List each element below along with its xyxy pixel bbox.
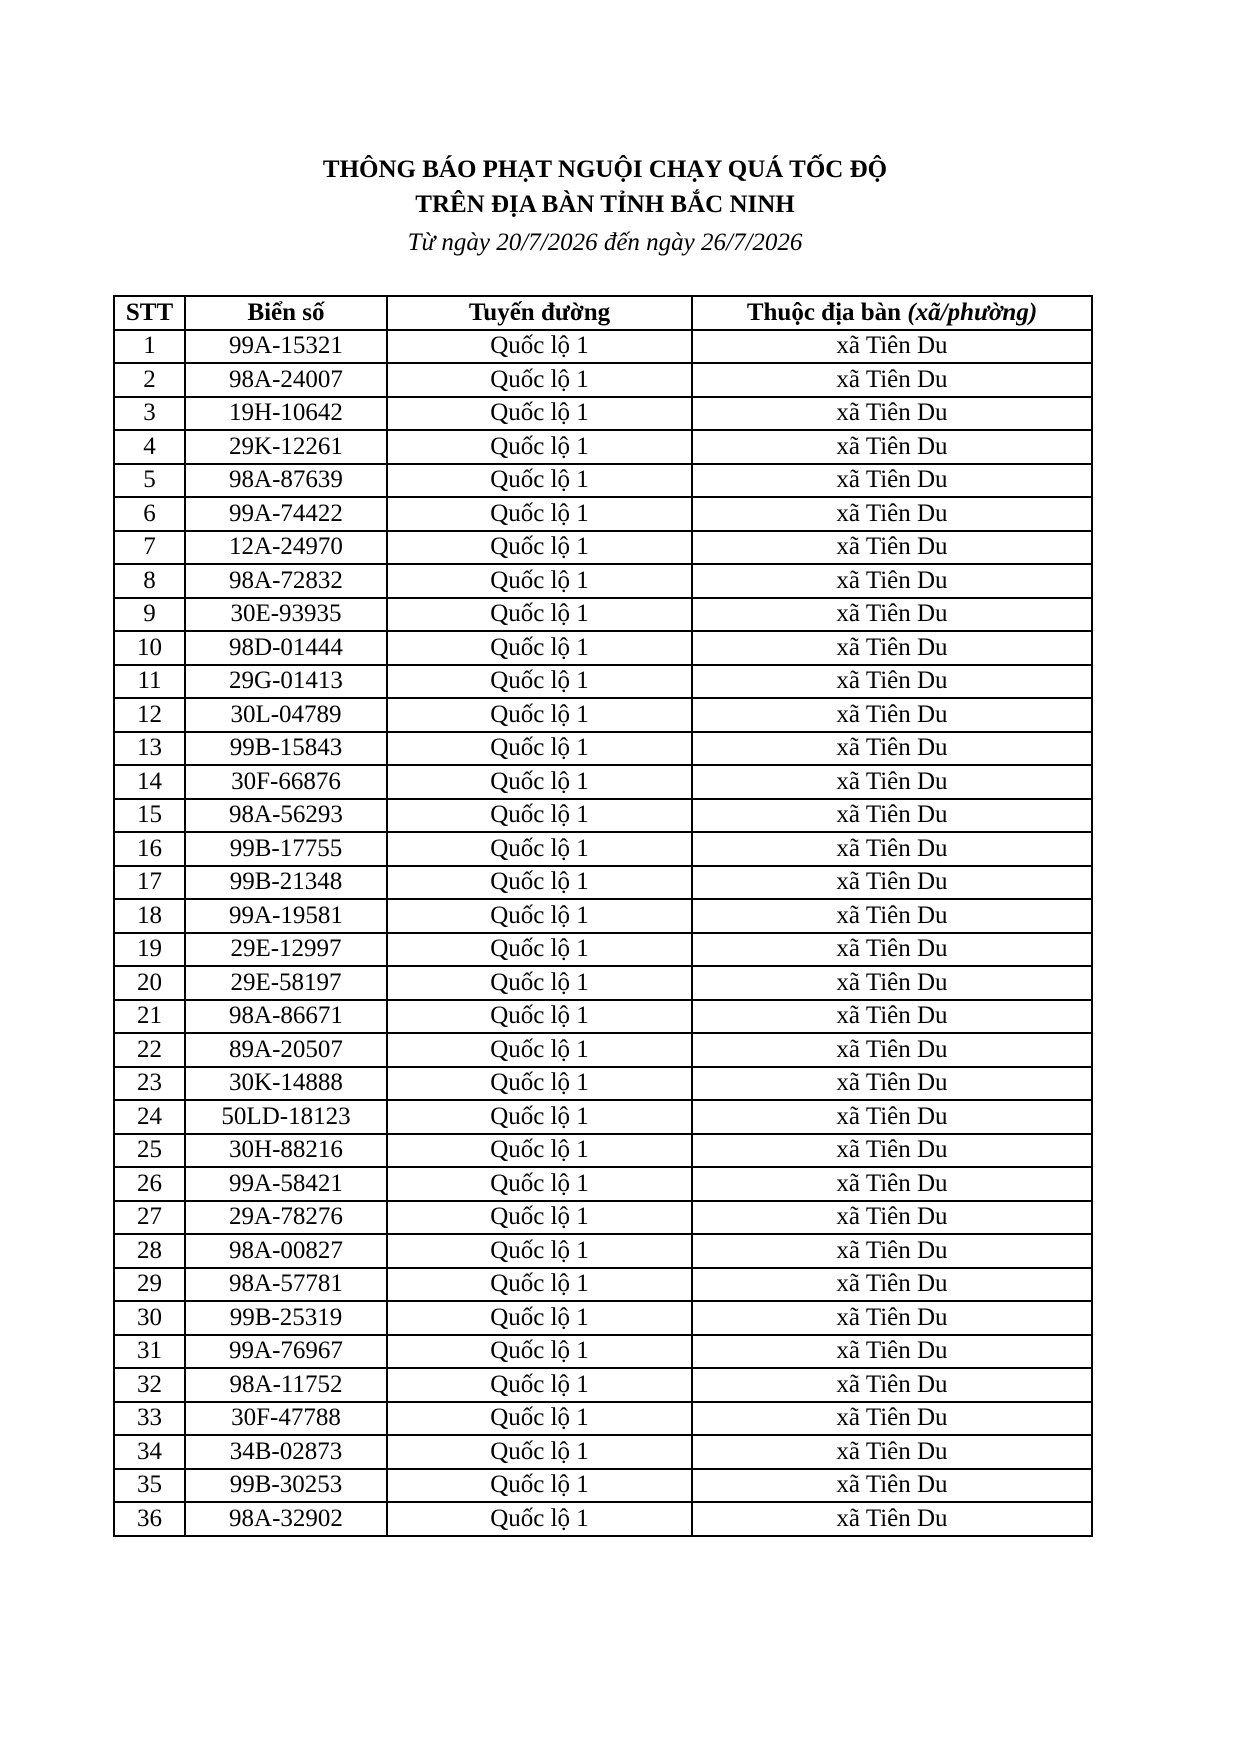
header-stt: STT (114, 296, 185, 330)
cell-road: Quốc lộ 1 (387, 1402, 692, 1436)
cell-plate: 12A-24970 (185, 531, 387, 565)
cell-road: Quốc lộ 1 (387, 598, 692, 632)
cell-stt: 17 (114, 866, 185, 900)
cell-stt: 16 (114, 832, 185, 866)
cell-area: xã Tiên Du (692, 732, 1092, 766)
cell-plate: 99A-19581 (185, 899, 387, 933)
cell-stt: 36 (114, 1502, 185, 1536)
cell-road: Quốc lộ 1 (387, 464, 692, 498)
cell-road: Quốc lộ 1 (387, 1201, 692, 1235)
table-row (114, 866, 1092, 900)
cell-plate: 29A-78276 (185, 1201, 387, 1235)
cell-area: xã Tiên Du (692, 1435, 1092, 1469)
cell-plate: 99A-58421 (185, 1167, 387, 1201)
cell-stt: 1 (114, 330, 185, 364)
cell-road: Quốc lộ 1 (387, 1234, 692, 1268)
cell-stt: 18 (114, 899, 185, 933)
table-row (114, 598, 1092, 632)
cell-plate: 30F-47788 (185, 1402, 387, 1436)
cell-stt: 3 (114, 397, 185, 431)
cell-road: Quốc lộ 1 (387, 363, 692, 397)
cell-plate: 99A-76967 (185, 1335, 387, 1369)
table-row (114, 799, 1092, 833)
cell-road: Quốc lộ 1 (387, 1435, 692, 1469)
cell-area: xã Tiên Du (692, 598, 1092, 632)
cell-stt: 6 (114, 497, 185, 531)
cell-area: xã Tiên Du (692, 1201, 1092, 1235)
cell-area: xã Tiên Du (692, 665, 1092, 699)
document-title-line-2: TRÊN ĐỊA BÀN TỈNH BẮC NINH (415, 191, 795, 218)
cell-plate: 98A-32902 (185, 1502, 387, 1536)
cell-plate: 19H-10642 (185, 397, 387, 431)
cell-plate: 30L-04789 (185, 698, 387, 732)
cell-road: Quốc lộ 1 (387, 1100, 692, 1134)
cell-stt: 21 (114, 1000, 185, 1034)
cell-stt: 15 (114, 799, 185, 833)
cell-area: xã Tiên Du (692, 1033, 1092, 1067)
table-row (114, 1201, 1092, 1235)
cell-area: xã Tiên Du (692, 1167, 1092, 1201)
cell-stt: 10 (114, 631, 185, 665)
cell-stt: 33 (114, 1402, 185, 1436)
table-row (114, 497, 1092, 531)
cell-road: Quốc lộ 1 (387, 1000, 692, 1034)
cell-plate: 30F-66876 (185, 765, 387, 799)
table-row (114, 732, 1092, 766)
cell-stt: 7 (114, 531, 185, 565)
cell-plate: 89A-20507 (185, 1033, 387, 1067)
cell-stt: 23 (114, 1067, 185, 1101)
cell-plate: 98A-57781 (185, 1268, 387, 1302)
cell-stt: 26 (114, 1167, 185, 1201)
header-road: Tuyến đường (387, 296, 692, 330)
cell-area: xã Tiên Du (692, 1301, 1092, 1335)
table-row (114, 1000, 1092, 1034)
cell-area: xã Tiên Du (692, 899, 1092, 933)
header-area (692, 296, 1092, 330)
cell-stt: 5 (114, 464, 185, 498)
cell-area: xã Tiên Du (692, 1335, 1092, 1369)
cell-road: Quốc lộ 1 (387, 765, 692, 799)
cell-plate: 30H-88216 (185, 1134, 387, 1168)
table-row (114, 765, 1092, 799)
table-row (114, 1402, 1092, 1436)
cell-road: Quốc lộ 1 (387, 832, 692, 866)
cell-stt: 34 (114, 1435, 185, 1469)
cell-road: Quốc lộ 1 (387, 397, 692, 431)
cell-plate: 98A-00827 (185, 1234, 387, 1268)
cell-plate: 34B-02873 (185, 1435, 387, 1469)
cell-stt: 4 (114, 430, 185, 464)
cell-stt: 29 (114, 1268, 185, 1302)
table-row (114, 1134, 1092, 1168)
cell-road: Quốc lộ 1 (387, 866, 692, 900)
cell-road: Quốc lộ 1 (387, 1033, 692, 1067)
document-title-line-1: THÔNG BÁO PHẠT NGUỘI CHẠY QUÁ TỐC ĐỘ (322, 156, 888, 183)
cell-stt: 35 (114, 1469, 185, 1503)
cell-plate: 98A-11752 (185, 1368, 387, 1402)
cell-road: Quốc lộ 1 (387, 1335, 692, 1369)
cell-area: xã Tiên Du (692, 966, 1092, 1000)
cell-plate: 29E-58197 (185, 966, 387, 1000)
table-row (114, 1100, 1092, 1134)
cell-area: xã Tiên Du (692, 1067, 1092, 1101)
cell-stt: 14 (114, 765, 185, 799)
table-row (114, 1368, 1092, 1402)
table-row (114, 1033, 1092, 1067)
document-date-range: Từ ngày 20/7/2026 đến ngày 26/7/2026 (407, 229, 803, 256)
cell-road: Quốc lộ 1 (387, 933, 692, 967)
cell-area: xã Tiên Du (692, 1134, 1092, 1168)
cell-road: Quốc lộ 1 (387, 1469, 692, 1503)
cell-area: xã Tiên Du (692, 832, 1092, 866)
cell-plate: 99A-15321 (185, 330, 387, 364)
cell-road: Quốc lộ 1 (387, 1134, 692, 1168)
cell-area: xã Tiên Du (692, 1234, 1092, 1268)
cell-area: xã Tiên Du (692, 464, 1092, 498)
cell-road: Quốc lộ 1 (387, 665, 692, 699)
cell-plate: 98D-01444 (185, 631, 387, 665)
table-row (114, 1067, 1092, 1101)
cell-stt: 31 (114, 1335, 185, 1369)
cell-stt: 27 (114, 1201, 185, 1235)
cell-area: xã Tiên Du (692, 799, 1092, 833)
cell-stt: 24 (114, 1100, 185, 1134)
table-row (114, 430, 1092, 464)
cell-road: Quốc lộ 1 (387, 631, 692, 665)
cell-area: xã Tiên Du (692, 631, 1092, 665)
table-row (114, 665, 1092, 699)
cell-stt: 2 (114, 363, 185, 397)
table-row (114, 966, 1092, 1000)
table-row (114, 1502, 1092, 1536)
cell-area: xã Tiên Du (692, 698, 1092, 732)
cell-plate: 98A-87639 (185, 464, 387, 498)
cell-plate: 98A-56293 (185, 799, 387, 833)
header-area-label: Thuộc địa bàn (746, 298, 902, 326)
cell-plate: 99B-21348 (185, 866, 387, 900)
cell-road: Quốc lộ 1 (387, 330, 692, 364)
table-row (114, 1335, 1092, 1369)
table-row (114, 1167, 1092, 1201)
table-header-row (114, 296, 1092, 330)
cell-road: Quốc lộ 1 (387, 564, 692, 598)
cell-area: xã Tiên Du (692, 1000, 1092, 1034)
cell-area: xã Tiên Du (692, 430, 1092, 464)
table-row (114, 1234, 1092, 1268)
cell-stt: 13 (114, 732, 185, 766)
cell-stt: 20 (114, 966, 185, 1000)
cell-stt: 12 (114, 698, 185, 732)
cell-plate: 50LD-18123 (185, 1100, 387, 1134)
table-row (114, 832, 1092, 866)
cell-road: Quốc lộ 1 (387, 799, 692, 833)
cell-plate: 29K-12261 (185, 430, 387, 464)
cell-area: xã Tiên Du (692, 1100, 1092, 1134)
cell-road: Quốc lộ 1 (387, 899, 692, 933)
cell-area: xã Tiên Du (692, 564, 1092, 598)
cell-road: Quốc lộ 1 (387, 531, 692, 565)
fines-table (113, 295, 1093, 1537)
cell-plate: 30K-14888 (185, 1067, 387, 1101)
table-row (114, 698, 1092, 732)
header-plate: Biển số (185, 296, 387, 330)
table-row (114, 1469, 1092, 1503)
cell-area: xã Tiên Du (692, 1368, 1092, 1402)
cell-road: Quốc lộ 1 (387, 497, 692, 531)
cell-stt: 9 (114, 598, 185, 632)
cell-road: Quốc lộ 1 (387, 1268, 692, 1302)
table-row (114, 933, 1092, 967)
table-row (114, 531, 1092, 565)
cell-plate: 99B-17755 (185, 832, 387, 866)
table-row (114, 397, 1092, 431)
cell-area: xã Tiên Du (692, 531, 1092, 565)
cell-road: Quốc lộ 1 (387, 1301, 692, 1335)
cell-road: Quốc lộ 1 (387, 966, 692, 1000)
cell-plate: 98A-24007 (185, 363, 387, 397)
header-area-note: (xã/phường) (907, 298, 1038, 326)
table-row (114, 899, 1092, 933)
cell-stt: 11 (114, 665, 185, 699)
cell-plate: 99B-15843 (185, 732, 387, 766)
cell-area: xã Tiên Du (692, 363, 1092, 397)
cell-road: Quốc lộ 1 (387, 430, 692, 464)
cell-plate: 99B-25319 (185, 1301, 387, 1335)
cell-stt: 8 (114, 564, 185, 598)
table-row (114, 631, 1092, 665)
cell-area: xã Tiên Du (692, 497, 1092, 531)
cell-area: xã Tiên Du (692, 765, 1092, 799)
table-row (114, 1435, 1092, 1469)
cell-road: Quốc lộ 1 (387, 698, 692, 732)
cell-road: Quốc lộ 1 (387, 1502, 692, 1536)
cell-area: xã Tiên Du (692, 1502, 1092, 1536)
table-row (114, 1301, 1092, 1335)
cell-plate: 98A-72832 (185, 564, 387, 598)
cell-stt: 19 (114, 933, 185, 967)
table-row (114, 330, 1092, 364)
table-row (114, 564, 1092, 598)
cell-road: Quốc lộ 1 (387, 1167, 692, 1201)
cell-road: Quốc lộ 1 (387, 1368, 692, 1402)
cell-plate: 99A-74422 (185, 497, 387, 531)
cell-area: xã Tiên Du (692, 933, 1092, 967)
cell-road: Quốc lộ 1 (387, 732, 692, 766)
cell-area: xã Tiên Du (692, 397, 1092, 431)
cell-plate: 30E-93935 (185, 598, 387, 632)
cell-stt: 30 (114, 1301, 185, 1335)
table-row (114, 363, 1092, 397)
cell-plate: 99B-30253 (185, 1469, 387, 1503)
cell-area: xã Tiên Du (692, 330, 1092, 364)
cell-area: xã Tiên Du (692, 1402, 1092, 1436)
cell-stt: 25 (114, 1134, 185, 1168)
table-body (114, 330, 1092, 1536)
cell-stt: 28 (114, 1234, 185, 1268)
cell-stt: 32 (114, 1368, 185, 1402)
cell-plate: 29G-01413 (185, 665, 387, 699)
cell-area: xã Tiên Du (692, 1268, 1092, 1302)
cell-road: Quốc lộ 1 (387, 1067, 692, 1101)
table-row (114, 464, 1092, 498)
cell-area: xã Tiên Du (692, 866, 1092, 900)
cell-area: xã Tiên Du (692, 1469, 1092, 1503)
cell-plate: 29E-12997 (185, 933, 387, 967)
cell-plate: 98A-86671 (185, 1000, 387, 1034)
table-row (114, 1268, 1092, 1302)
cell-stt: 22 (114, 1033, 185, 1067)
